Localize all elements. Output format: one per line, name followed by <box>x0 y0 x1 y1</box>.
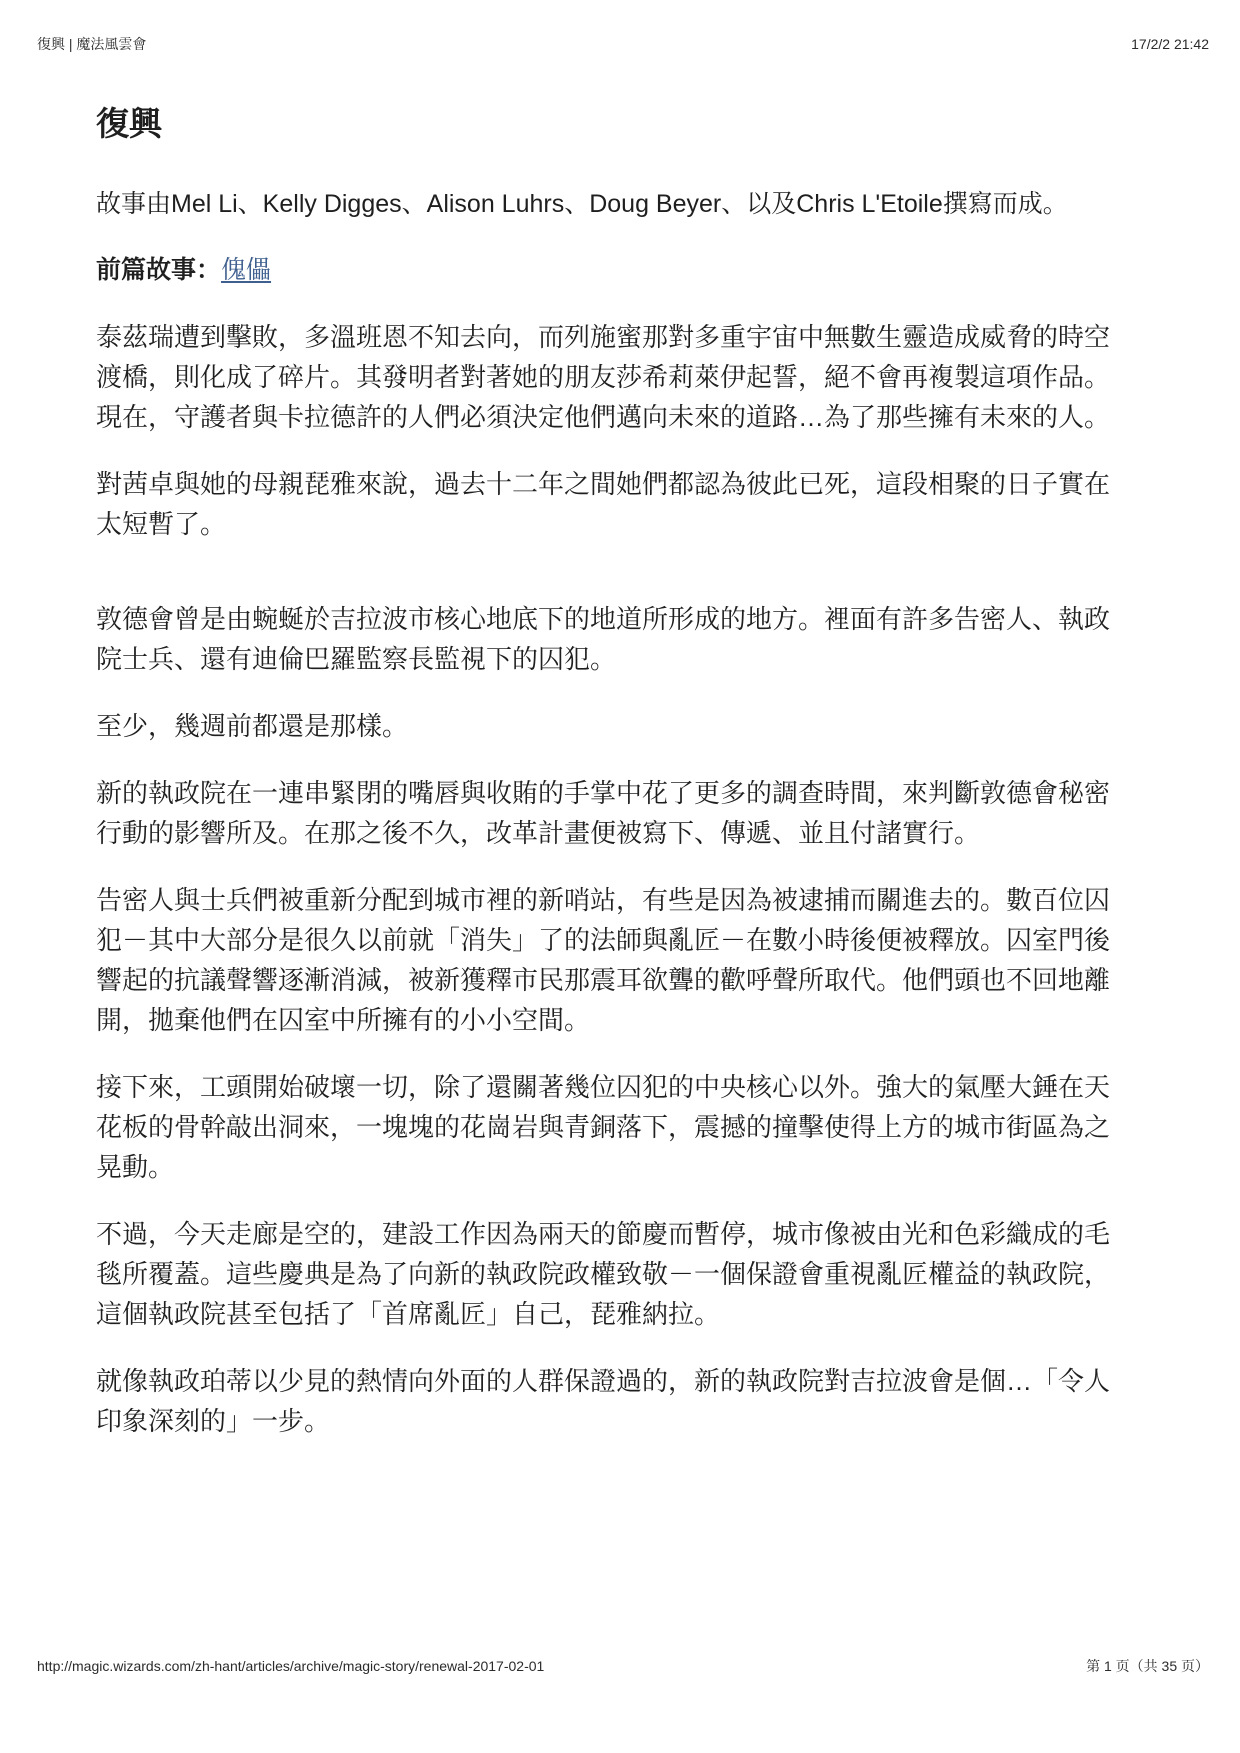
paragraph-line: 毯所覆蓋。這些慶典是為了向新的執政院政權致敬－一個保證會重視亂匠權益的執政院， <box>96 1259 1111 1289</box>
paragraph-line: 印象深刻的」一步。 <box>96 1406 331 1436</box>
paragraph <box>96 464 1186 544</box>
paragraph <box>96 1067 1186 1187</box>
paragraph <box>96 706 1186 746</box>
previous-story-label: 前篇故事： <box>96 256 222 284</box>
paragraph-line: 渡橋，則化成了碎片。其發明者對著她的朋友莎希莉萊伊起誓，絕不會再複製這項作品。 <box>96 362 1111 392</box>
paragraph <box>96 317 1186 437</box>
paragraph-line: 院士兵、還有迪倫巴羅監察長監視下的囚犯。 <box>96 644 617 674</box>
page-url: http://magic.wizards.com/zh-hant/articles/archive/magic-story/renewal-2017-02-01 <box>37 1658 545 1674</box>
paragraph-line: 接下來，工頭開始破壞一切，除了還關著幾位囚犯的中央核心以外。強大的氣壓大錘在天 <box>96 1072 1111 1102</box>
paragraph-line: 新的執政院在一連串緊閉的嘴唇與收賄的手掌中花了更多的調查時間，來判斷敦德會秘密 <box>96 778 1111 808</box>
paragraph <box>96 1361 1186 1441</box>
print-footer <box>37 1656 1209 1676</box>
paragraph-line: 犯－其中大部分是很久以前就「消失」了的法師與亂匠－在數小時後便被釋放。囚室門後 <box>96 925 1111 955</box>
paragraph-line: 告密人與士兵們被重新分配到城市裡的新哨站，有些是因為被逮捕而關進去的。數百位囚 <box>96 885 1111 915</box>
paragraph-line: 太短暫了。 <box>96 509 227 539</box>
previous-story <box>96 250 1186 290</box>
article-title: 復興 <box>96 105 162 142</box>
paragraph <box>96 880 1186 1040</box>
paragraph-line: 開，拋棄他們在囚室中所擁有的小小空間。 <box>96 1005 591 1035</box>
paragraph-line: 行動的影響所及。在那之後不久，改革計畫便被寫下、傳遞、並且付諸實行。 <box>96 818 981 848</box>
paragraph <box>96 773 1186 853</box>
paragraph-line: 花板的骨幹敲出洞來，一塊塊的花崗岩與青銅落下，震撼的撞擊使得上方的城市街區為之 <box>96 1112 1111 1142</box>
paragraph-line: 對茜卓與她的母親琵雅來說，過去十二年之間她們都認為彼此已死，這段相聚的日子實在 <box>96 469 1111 499</box>
page-number: 第 1 页（共 35 页） <box>1086 1658 1209 1674</box>
byline: 故事由Mel Li、Kelly Digges、Alison Luhrs、Doug Beyer、以及Chris L'Etoile撰寫而成。 <box>96 190 1068 218</box>
page-header-title: 復興 | 魔法風雲會 <box>37 36 147 52</box>
print-header <box>37 34 1209 54</box>
paragraph <box>96 1214 1186 1334</box>
paragraph-line: 就像執政珀蒂以少見的熱情向外面的人群保證過的，新的執政院對吉拉波會是個…「令人 <box>96 1366 1111 1396</box>
paragraph-line: 晃動。 <box>96 1152 175 1182</box>
paragraph-line: 這個執政院甚至包括了「首席亂匠」自己，琵雅納拉。 <box>96 1299 721 1329</box>
paragraph-line: 現在，守護者與卡拉德許的人們必須決定他們邁向未來的道路…為了那些擁有未來的人。 <box>96 402 1111 432</box>
print-timestamp: 17/2/2 21:42 <box>1131 36 1209 52</box>
paragraph-line: 至少，幾週前都還是那樣。 <box>96 711 409 741</box>
paragraph-line: 敦德會曾是由蜿蜒於吉拉波市核心地底下的地道所形成的地方。裡面有許多告密人、執政 <box>96 604 1111 634</box>
paragraph-line: 響起的抗議聲響逐漸消減，被新獲釋市民那震耳欲聾的歡呼聲所取代。他們頭也不回地離 <box>96 965 1111 995</box>
previous-story-link[interactable]: 傀儡 <box>221 256 272 284</box>
paragraph-line: 泰茲瑞遭到擊敗，多溫班恩不知去向，而列施蜜那對多重宇宙中無數生靈造成威脅的時空 <box>96 322 1111 352</box>
paragraph-line: 不過，今天走廊是空的，建設工作因為兩天的節慶而暫停，城市像被由光和色彩織成的毛 <box>96 1219 1111 1249</box>
article <box>96 104 1186 1441</box>
paragraph <box>96 599 1186 679</box>
